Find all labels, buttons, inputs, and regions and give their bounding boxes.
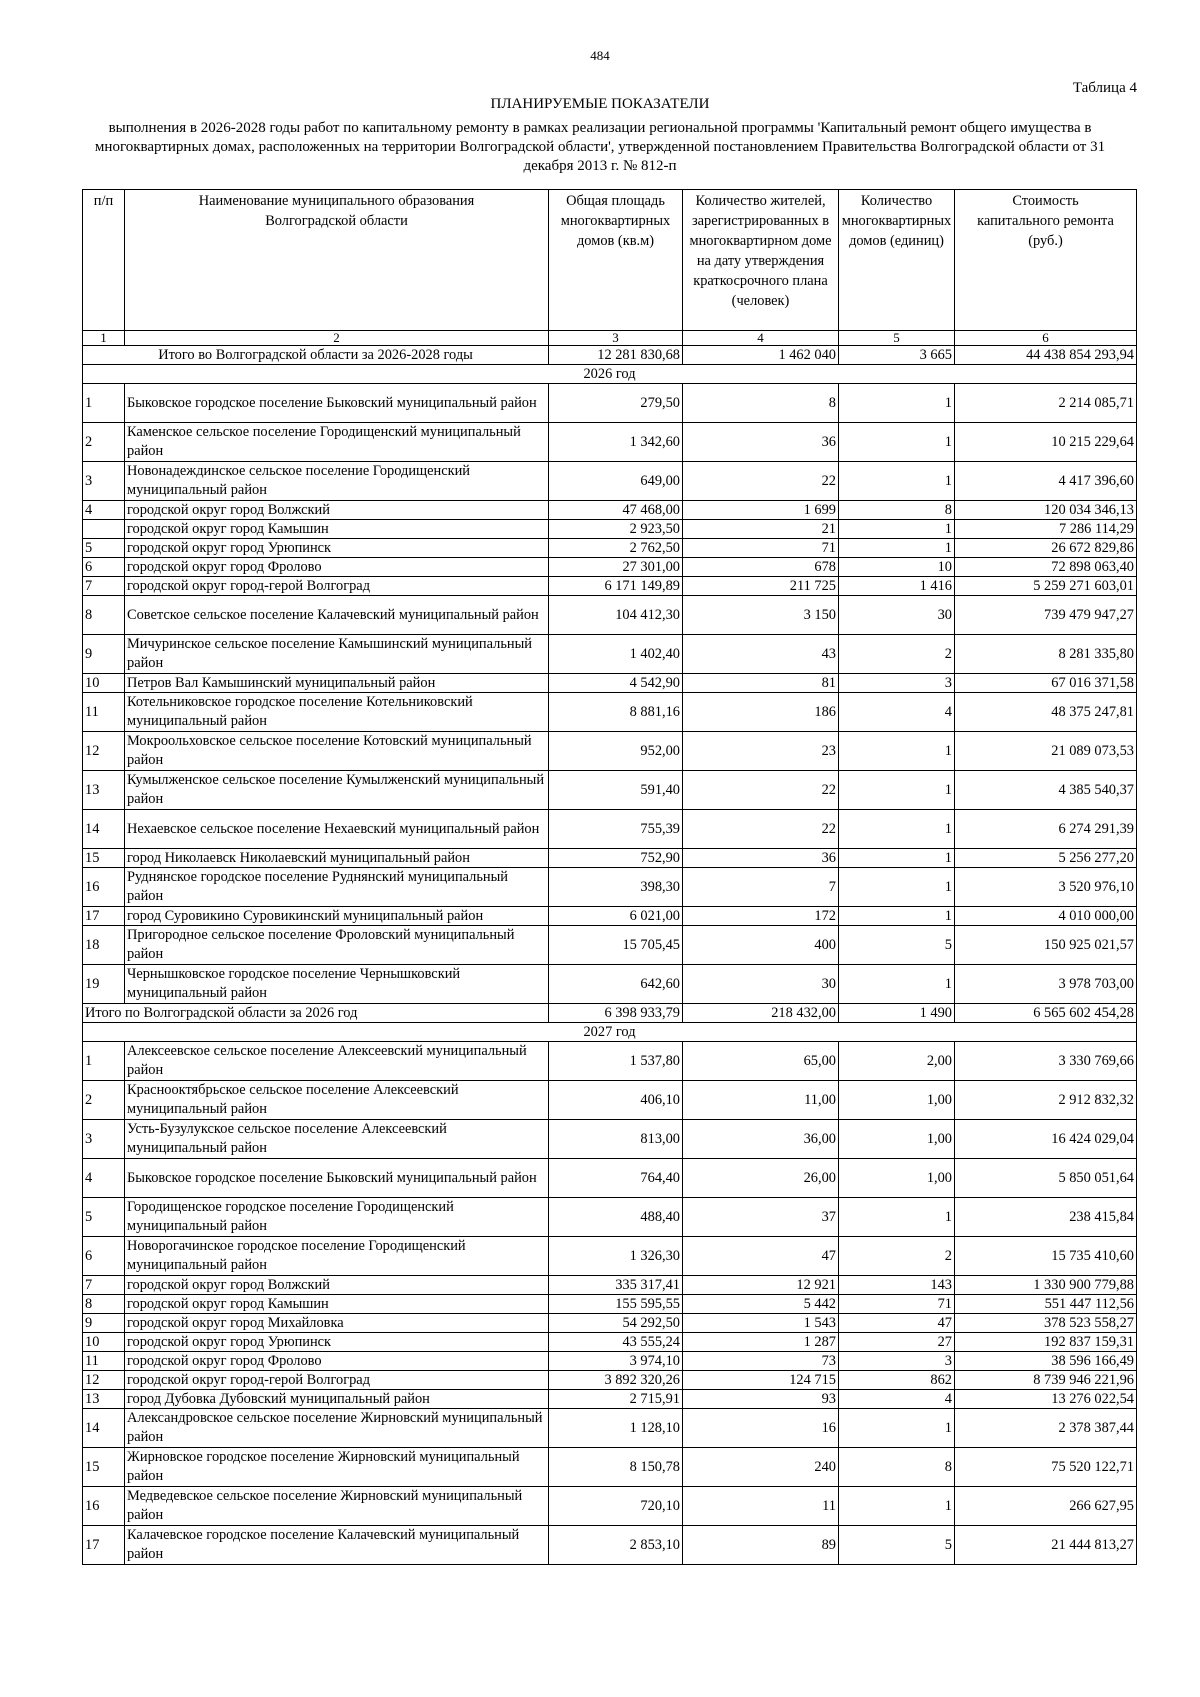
municipality-name: городской округ город Фролово bbox=[125, 558, 549, 577]
grand-total-row bbox=[83, 346, 1137, 365]
row-number: 14 bbox=[83, 810, 125, 849]
column-number: 6 bbox=[955, 331, 1137, 346]
municipality-name: Пригородное сельское поселение Фроловский муниципальный район bbox=[125, 926, 549, 965]
residents-value: 1 699 bbox=[683, 501, 839, 520]
cost-value: 5 850 051,64 bbox=[955, 1159, 1137, 1198]
row-number: 10 bbox=[83, 674, 125, 693]
houses-value: 1 bbox=[839, 732, 955, 771]
municipality-name: городской округ город Волжский bbox=[125, 501, 549, 520]
residents-value: 81 bbox=[683, 674, 839, 693]
residents-value: 11,00 bbox=[683, 1081, 839, 1120]
residents-value: 1 543 bbox=[683, 1314, 839, 1333]
cost-value: 2 912 832,32 bbox=[955, 1081, 1137, 1120]
residents-value: 23 bbox=[683, 732, 839, 771]
houses-value: 1 416 bbox=[839, 577, 955, 596]
grand-total-residents: 1 462 040 bbox=[683, 346, 839, 365]
row-number: 1 bbox=[83, 1042, 125, 1081]
municipality-name: городской округ город-герой Волгоград bbox=[125, 577, 549, 596]
residents-value: 12 921 bbox=[683, 1276, 839, 1295]
area-value: 752,90 bbox=[549, 849, 683, 868]
year-total-houses: 1 490 bbox=[839, 1004, 955, 1023]
cost-value: 3 978 703,00 bbox=[955, 965, 1137, 1004]
municipality-name: Калачевское городское поселение Калачевский муниципальный район bbox=[125, 1526, 549, 1565]
area-value: 755,39 bbox=[549, 810, 683, 849]
row-number: 19 bbox=[83, 965, 125, 1004]
area-value: 720,10 bbox=[549, 1487, 683, 1526]
table-row bbox=[83, 1120, 1137, 1159]
residents-value: 5 442 bbox=[683, 1295, 839, 1314]
cost-value: 3 330 769,66 bbox=[955, 1042, 1137, 1081]
table-row bbox=[83, 1159, 1137, 1198]
table-header-row bbox=[83, 190, 1137, 331]
cost-value: 120 034 346,13 bbox=[955, 501, 1137, 520]
rows-2027 bbox=[83, 1042, 1137, 1565]
column-number: 1 bbox=[83, 331, 125, 346]
row-number: 2 bbox=[83, 1081, 125, 1120]
municipality-name: Чернышковское городское поселение Чернышковский муниципальный район bbox=[125, 965, 549, 1004]
cost-value: 2 378 387,44 bbox=[955, 1409, 1137, 1448]
houses-value: 1 bbox=[839, 384, 955, 423]
houses-value: 4 bbox=[839, 693, 955, 732]
row-number: 12 bbox=[83, 1371, 125, 1390]
table-row bbox=[83, 384, 1137, 423]
cost-value: 4 417 396,60 bbox=[955, 462, 1137, 501]
table-row bbox=[83, 732, 1137, 771]
municipality-name: Усть-Бузулукское сельское поселение Алексеевский муниципальный район bbox=[125, 1120, 549, 1159]
row-number: 13 bbox=[83, 771, 125, 810]
row-number: 15 bbox=[83, 849, 125, 868]
houses-value: 1 bbox=[839, 965, 955, 1004]
row-number: 6 bbox=[83, 558, 125, 577]
area-value: 1 537,80 bbox=[549, 1042, 683, 1081]
page-number: 484 bbox=[590, 48, 610, 63]
municipality-name: город Дубовка Дубовский муниципальный район bbox=[125, 1390, 549, 1409]
residents-value: 36,00 bbox=[683, 1120, 839, 1159]
houses-value: 862 bbox=[839, 1371, 955, 1390]
municipality-name: Александровское сельское поселение Жирновский муниципальный район bbox=[125, 1409, 549, 1448]
area-value: 8 150,78 bbox=[549, 1448, 683, 1487]
houses-value: 47 bbox=[839, 1314, 955, 1333]
houses-value: 1 bbox=[839, 462, 955, 501]
residents-value: 7 bbox=[683, 868, 839, 907]
table-row bbox=[83, 693, 1137, 732]
cost-value: 150 925 021,57 bbox=[955, 926, 1137, 965]
area-value: 3 892 320,26 bbox=[549, 1371, 683, 1390]
document-title: ПЛАНИРУЕМЫЕ ПОКАЗАТЕЛИ bbox=[490, 96, 710, 112]
residents-value: 43 bbox=[683, 635, 839, 674]
houses-value: 1 bbox=[839, 1409, 955, 1448]
houses-value: 5 bbox=[839, 926, 955, 965]
area-value: 952,00 bbox=[549, 732, 683, 771]
cost-value: 1 330 900 779,88 bbox=[955, 1276, 1137, 1295]
houses-value: 10 bbox=[839, 558, 955, 577]
table-row bbox=[83, 1295, 1137, 1314]
area-value: 8 881,16 bbox=[549, 693, 683, 732]
residents-value: 93 bbox=[683, 1390, 839, 1409]
table-row bbox=[83, 868, 1137, 907]
municipality-name: Городищенское городское поселение Городищенский муниципальный район bbox=[125, 1198, 549, 1237]
row-number: 6 bbox=[83, 1237, 125, 1276]
row-number: 9 bbox=[83, 1314, 125, 1333]
residents-value: 16 bbox=[683, 1409, 839, 1448]
year-total-area: 6 398 933,79 bbox=[549, 1004, 683, 1023]
table-row bbox=[83, 810, 1137, 849]
houses-value: 1,00 bbox=[839, 1120, 955, 1159]
cost-value: 192 837 159,31 bbox=[955, 1333, 1137, 1352]
column-number: 3 bbox=[549, 331, 683, 346]
cost-value: 26 672 829,86 bbox=[955, 539, 1137, 558]
row-number: 8 bbox=[83, 596, 125, 635]
row-number: 3 bbox=[83, 462, 125, 501]
houses-value: 1,00 bbox=[839, 1159, 955, 1198]
houses-value: 71 bbox=[839, 1295, 955, 1314]
column-number-row bbox=[83, 331, 1137, 346]
cost-value: 15 735 410,60 bbox=[955, 1237, 1137, 1276]
table-row bbox=[83, 558, 1137, 577]
municipality-name: город Суровикино Суровикинский муниципальный район bbox=[125, 907, 549, 926]
area-value: 1 326,30 bbox=[549, 1237, 683, 1276]
houses-value: 5 bbox=[839, 1526, 955, 1565]
table-row bbox=[83, 849, 1137, 868]
year-header-2027 bbox=[83, 1023, 1137, 1042]
municipality-name: Руднянское городское поселение Руднянский муниципальный район bbox=[125, 868, 549, 907]
municipality-name: Быковское городское поселение Быковский муниципальный район bbox=[125, 1159, 549, 1198]
column-number: 5 bbox=[839, 331, 955, 346]
year-title-2027: 2027 год bbox=[83, 1023, 1137, 1042]
area-value: 335 317,41 bbox=[549, 1276, 683, 1295]
houses-value: 4 bbox=[839, 1390, 955, 1409]
header-num: п/п bbox=[83, 190, 125, 331]
area-value: 279,50 bbox=[549, 384, 683, 423]
row-number: 15 bbox=[83, 1448, 125, 1487]
row-number: 17 bbox=[83, 907, 125, 926]
row-number: 10 bbox=[83, 1333, 125, 1352]
residents-value: 11 bbox=[683, 1487, 839, 1526]
table-row bbox=[83, 1276, 1137, 1295]
table-row bbox=[83, 1390, 1137, 1409]
table-row bbox=[83, 1371, 1137, 1390]
cost-value: 75 520 122,71 bbox=[955, 1448, 1137, 1487]
residents-value: 8 bbox=[683, 384, 839, 423]
residents-value: 240 bbox=[683, 1448, 839, 1487]
table-row bbox=[83, 501, 1137, 520]
header-houses: Количество многоквартирных домов (единиц) bbox=[839, 190, 955, 331]
houses-value: 1 bbox=[839, 868, 955, 907]
residents-value: 36 bbox=[683, 423, 839, 462]
houses-value: 2 bbox=[839, 1237, 955, 1276]
column-number: 4 bbox=[683, 331, 839, 346]
cost-value: 2 214 085,71 bbox=[955, 384, 1137, 423]
municipality-name: Котельниковское городское поселение Котельниковский муниципальный район bbox=[125, 693, 549, 732]
cost-value: 16 424 029,04 bbox=[955, 1120, 1137, 1159]
cost-value: 8 739 946 221,96 bbox=[955, 1371, 1137, 1390]
header-area: Общая площадь многоквартирных домов (кв.м) bbox=[549, 190, 683, 331]
cost-value: 10 215 229,64 bbox=[955, 423, 1137, 462]
row-number: 1 bbox=[83, 384, 125, 423]
area-value: 27 301,00 bbox=[549, 558, 683, 577]
table-row bbox=[83, 520, 1137, 539]
row-number: 18 bbox=[83, 926, 125, 965]
year-total-cost: 6 565 602 454,28 bbox=[955, 1004, 1137, 1023]
table-row bbox=[83, 577, 1137, 596]
row-number: 8 bbox=[83, 1295, 125, 1314]
municipality-name: городской округ город Камышин bbox=[125, 520, 549, 539]
header-residents: Количество жителей, зарегистрированных в многоквартирном доме на дату утверждения краткосрочного плана (человек) bbox=[683, 190, 839, 331]
municipality-name: Нехаевское сельское поселение Нехаевский муниципальный район bbox=[125, 810, 549, 849]
year-title-2026: 2026 год bbox=[83, 365, 1137, 384]
cost-value: 378 523 558,27 bbox=[955, 1314, 1137, 1333]
houses-value: 1 bbox=[839, 771, 955, 810]
table-row bbox=[83, 965, 1137, 1004]
area-value: 1 128,10 bbox=[549, 1409, 683, 1448]
table-row bbox=[83, 462, 1137, 501]
cost-value: 3 520 976,10 bbox=[955, 868, 1137, 907]
row-number: 13 bbox=[83, 1390, 125, 1409]
column-number: 2 bbox=[125, 331, 549, 346]
area-value: 1 402,40 bbox=[549, 635, 683, 674]
houses-value: 3 bbox=[839, 1352, 955, 1371]
area-value: 6 171 149,89 bbox=[549, 577, 683, 596]
cost-value: 13 276 022,54 bbox=[955, 1390, 1137, 1409]
houses-value: 1 bbox=[839, 810, 955, 849]
cost-value: 5 256 277,20 bbox=[955, 849, 1137, 868]
residents-value: 22 bbox=[683, 810, 839, 849]
table-row bbox=[83, 596, 1137, 635]
houses-value: 2,00 bbox=[839, 1042, 955, 1081]
cost-value: 21 444 813,27 bbox=[955, 1526, 1137, 1565]
row-number: 17 bbox=[83, 1526, 125, 1565]
houses-value: 8 bbox=[839, 501, 955, 520]
table-row bbox=[83, 674, 1137, 693]
residents-value: 211 725 bbox=[683, 577, 839, 596]
area-value: 3 974,10 bbox=[549, 1352, 683, 1371]
cost-value: 7 286 114,29 bbox=[955, 520, 1137, 539]
table-row bbox=[83, 1237, 1137, 1276]
residents-value: 1 287 bbox=[683, 1333, 839, 1352]
residents-value: 22 bbox=[683, 771, 839, 810]
year-total-label: Итого по Волгоградской области за 2026 год bbox=[83, 1004, 549, 1023]
municipality-name: Алексеевское сельское поселение Алексеевский муниципальный район bbox=[125, 1042, 549, 1081]
grand-total-label: Итого во Волгоградской области за 2026-2028 годы bbox=[83, 346, 549, 365]
row-number: 4 bbox=[83, 501, 125, 520]
area-value: 591,40 bbox=[549, 771, 683, 810]
table-row bbox=[83, 1042, 1137, 1081]
area-value: 1 342,60 bbox=[549, 423, 683, 462]
houses-value: 3 bbox=[839, 674, 955, 693]
area-value: 54 292,50 bbox=[549, 1314, 683, 1333]
residents-value: 65,00 bbox=[683, 1042, 839, 1081]
row-number: 16 bbox=[83, 868, 125, 907]
municipality-name: Медведевское сельское поселение Жирновский муниципальный район bbox=[125, 1487, 549, 1526]
houses-value: 30 bbox=[839, 596, 955, 635]
row-number bbox=[83, 520, 125, 539]
municipality-name: Советское сельское поселение Калачевский муниципальный район bbox=[125, 596, 549, 635]
municipality-name: Каменское сельское поселение Городищенский муниципальный район bbox=[125, 423, 549, 462]
row-number: 16 bbox=[83, 1487, 125, 1526]
cost-value: 551 447 112,56 bbox=[955, 1295, 1137, 1314]
table-row bbox=[83, 907, 1137, 926]
municipality-name: Кумылженское сельское поселение Кумылженский муниципальный район bbox=[125, 771, 549, 810]
area-value: 406,10 bbox=[549, 1081, 683, 1120]
residents-value: 124 715 bbox=[683, 1371, 839, 1390]
row-number: 11 bbox=[83, 693, 125, 732]
table-row bbox=[83, 771, 1137, 810]
residents-value: 400 bbox=[683, 926, 839, 965]
header-cost: Стоимость капитального ремонта (руб.) bbox=[955, 190, 1137, 331]
row-number: 2 bbox=[83, 423, 125, 462]
year-total-row-2026 bbox=[83, 1004, 1137, 1023]
year-header-2026 bbox=[83, 365, 1137, 384]
table-label: Таблица 4 bbox=[1072, 80, 1137, 96]
grand-total-cost: 44 438 854 293,94 bbox=[955, 346, 1137, 365]
municipality-name: Быковское городское поселение Быковский муниципальный район bbox=[125, 384, 549, 423]
municipality-name: Мичуринское сельское поселение Камышинский муниципальный район bbox=[125, 635, 549, 674]
table-row bbox=[83, 635, 1137, 674]
area-value: 15 705,45 bbox=[549, 926, 683, 965]
row-number: 11 bbox=[83, 1352, 125, 1371]
table-row bbox=[83, 926, 1137, 965]
area-value: 104 412,30 bbox=[549, 596, 683, 635]
area-value: 2 715,91 bbox=[549, 1390, 683, 1409]
grand-total-area: 12 281 830,68 bbox=[549, 346, 683, 365]
residents-value: 678 bbox=[683, 558, 839, 577]
municipality-name: городской округ город-герой Волгоград bbox=[125, 1371, 549, 1390]
cost-value: 4 385 540,37 bbox=[955, 771, 1137, 810]
houses-value: 8 bbox=[839, 1448, 955, 1487]
residents-value: 71 bbox=[683, 539, 839, 558]
cost-value: 48 375 247,81 bbox=[955, 693, 1137, 732]
municipality-name: городской округ город Камышин bbox=[125, 1295, 549, 1314]
residents-value: 36 bbox=[683, 849, 839, 868]
area-value: 2 853,10 bbox=[549, 1526, 683, 1565]
municipality-name: городской округ город Волжский bbox=[125, 1276, 549, 1295]
grand-total-houses: 3 665 bbox=[839, 346, 955, 365]
residents-value: 22 bbox=[683, 462, 839, 501]
residents-value: 26,00 bbox=[683, 1159, 839, 1198]
houses-value: 1,00 bbox=[839, 1081, 955, 1120]
residents-value: 30 bbox=[683, 965, 839, 1004]
houses-value: 1 bbox=[839, 907, 955, 926]
municipality-name: Петров Вал Камышинский муниципальный район bbox=[125, 674, 549, 693]
area-value: 764,40 bbox=[549, 1159, 683, 1198]
cost-value: 739 479 947,27 bbox=[955, 596, 1137, 635]
row-number: 12 bbox=[83, 732, 125, 771]
residents-value: 37 bbox=[683, 1198, 839, 1237]
houses-value: 1 bbox=[839, 539, 955, 558]
municipality-name: Жирновское городское поселение Жирновский муниципальный район bbox=[125, 1448, 549, 1487]
table-row bbox=[83, 539, 1137, 558]
municipality-name: городской округ город Урюпинск bbox=[125, 1333, 549, 1352]
houses-value: 2 bbox=[839, 635, 955, 674]
table-row bbox=[83, 1314, 1137, 1333]
area-value: 47 468,00 bbox=[549, 501, 683, 520]
residents-value: 89 bbox=[683, 1526, 839, 1565]
houses-value: 143 bbox=[839, 1276, 955, 1295]
municipality-name: городской округ город Фролово bbox=[125, 1352, 549, 1371]
houses-value: 1 bbox=[839, 1198, 955, 1237]
table-row bbox=[83, 1198, 1137, 1237]
row-number: 5 bbox=[83, 539, 125, 558]
cost-value: 72 898 063,40 bbox=[955, 558, 1137, 577]
houses-value: 1 bbox=[839, 423, 955, 462]
row-number: 7 bbox=[83, 577, 125, 596]
municipality-name: Краснооктябрьское сельское поселение Алексеевский муниципальный район bbox=[125, 1081, 549, 1120]
row-number: 4 bbox=[83, 1159, 125, 1198]
area-value: 2 923,50 bbox=[549, 520, 683, 539]
area-value: 155 595,55 bbox=[549, 1295, 683, 1314]
table-row bbox=[83, 1487, 1137, 1526]
table-row bbox=[83, 1333, 1137, 1352]
houses-value: 27 bbox=[839, 1333, 955, 1352]
row-number: 9 bbox=[83, 635, 125, 674]
cost-value: 21 089 073,53 bbox=[955, 732, 1137, 771]
area-value: 813,00 bbox=[549, 1120, 683, 1159]
area-value: 649,00 bbox=[549, 462, 683, 501]
area-value: 488,40 bbox=[549, 1198, 683, 1237]
residents-value: 186 bbox=[683, 693, 839, 732]
cost-value: 67 016 371,58 bbox=[955, 674, 1137, 693]
residents-value: 172 bbox=[683, 907, 839, 926]
header-name: Наименование муниципального образования Волгоградской области bbox=[125, 190, 549, 331]
municipality-name: городской округ город Урюпинск bbox=[125, 539, 549, 558]
residents-value: 21 bbox=[683, 520, 839, 539]
row-number: 3 bbox=[83, 1120, 125, 1159]
table-row bbox=[83, 1409, 1137, 1448]
area-value: 642,60 bbox=[549, 965, 683, 1004]
table-row bbox=[83, 1081, 1137, 1120]
cost-value: 38 596 166,49 bbox=[955, 1352, 1137, 1371]
municipality-name: Новонадеждинское сельское поселение Городищенский муниципальный район bbox=[125, 462, 549, 501]
area-value: 4 542,90 bbox=[549, 674, 683, 693]
cost-value: 5 259 271 603,01 bbox=[955, 577, 1137, 596]
area-value: 6 021,00 bbox=[549, 907, 683, 926]
cost-value: 266 627,95 bbox=[955, 1487, 1137, 1526]
year-total-residents: 218 432,00 bbox=[683, 1004, 839, 1023]
houses-value: 1 bbox=[839, 1487, 955, 1526]
houses-value: 1 bbox=[839, 520, 955, 539]
cost-value: 238 415,84 bbox=[955, 1198, 1137, 1237]
row-number: 5 bbox=[83, 1198, 125, 1237]
municipality-name: Мокроольховское сельское поселение Котовский муниципальный район bbox=[125, 732, 549, 771]
municipality-name: городской округ город Михайловка bbox=[125, 1314, 549, 1333]
area-value: 2 762,50 bbox=[549, 539, 683, 558]
indicators-table bbox=[82, 189, 1137, 1565]
rows-2026 bbox=[83, 384, 1137, 1004]
table-row bbox=[83, 423, 1137, 462]
area-value: 43 555,24 bbox=[549, 1333, 683, 1352]
residents-value: 3 150 bbox=[683, 596, 839, 635]
row-number: 14 bbox=[83, 1409, 125, 1448]
municipality-name: город Николаевск Николаевский муниципальный район bbox=[125, 849, 549, 868]
table-row bbox=[83, 1352, 1137, 1371]
table-row bbox=[83, 1448, 1137, 1487]
cost-value: 6 274 291,39 bbox=[955, 810, 1137, 849]
residents-value: 47 bbox=[683, 1237, 839, 1276]
area-value: 398,30 bbox=[549, 868, 683, 907]
residents-value: 73 bbox=[683, 1352, 839, 1371]
cost-value: 8 281 335,80 bbox=[955, 635, 1137, 674]
houses-value: 1 bbox=[839, 849, 955, 868]
table-row bbox=[83, 1526, 1137, 1565]
municipality-name: Новорогачинское городское поселение Городищенский муниципальный район bbox=[125, 1237, 549, 1276]
row-number: 7 bbox=[83, 1276, 125, 1295]
cost-value: 4 010 000,00 bbox=[955, 907, 1137, 926]
document-subtitle: выполнения в 2026-2028 годы работ по капитальному ремонту в рамках реализации региональной программы 'Капитальный ремонт общего имущества в многоквартирных домах, расположенных на территории Волгоградской области', утвержденной постановлением Правительства Волгоградской области от 31 декабря 2013 г. № 812-п bbox=[94, 120, 1106, 174]
